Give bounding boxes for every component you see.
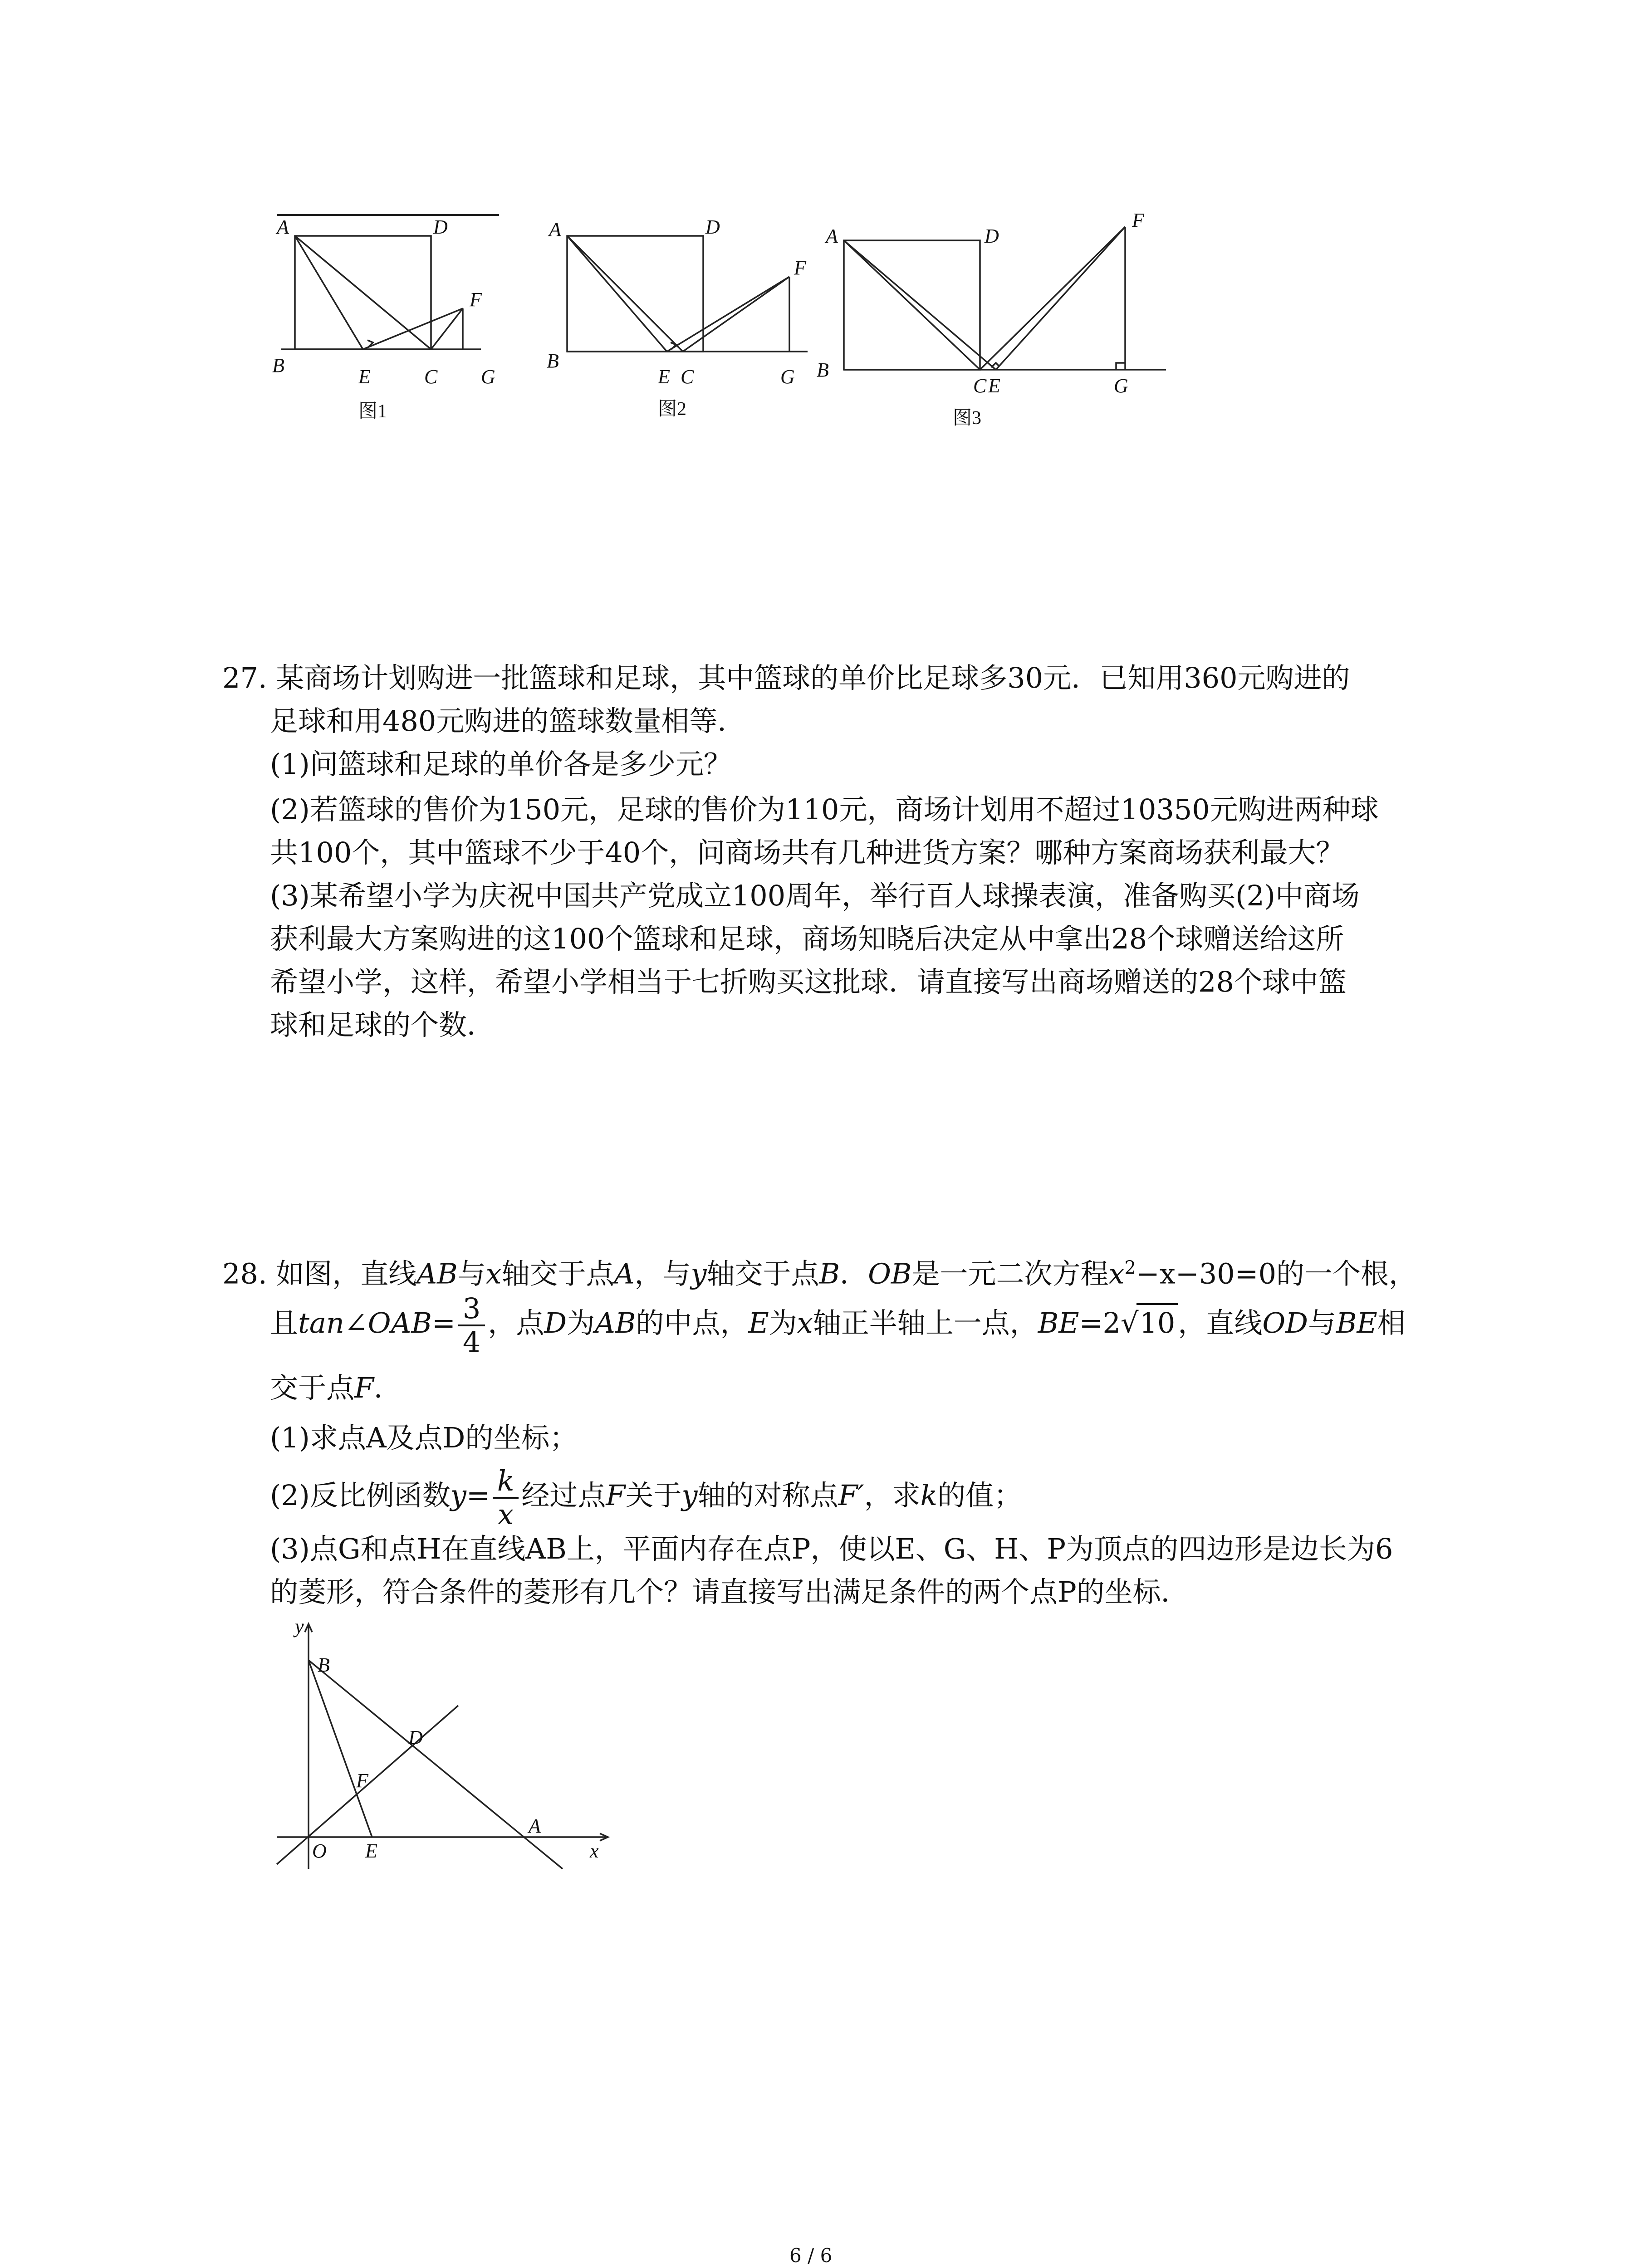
q27-line-8: 希望小学，这样，希望小学相当于七折购买这批球．请直接写出商场赠送的28个球中篮 — [270, 965, 1347, 998]
figure-3-caption: 图3 — [953, 408, 982, 429]
label-G: G — [780, 366, 795, 388]
figure-1-caption: 图1 — [358, 401, 387, 422]
figure-1 — [268, 209, 513, 445]
q27-line-2: 足球和用480元购进的篮球数量相等． — [270, 704, 746, 738]
q27-line-4: (2)若篮球的售价为150元，足球的售价为110元，商场计划用不超过10350元购进两种球 — [270, 793, 1379, 826]
page-number: 6 / 6 — [789, 2244, 833, 2267]
label-E: E — [358, 366, 371, 388]
q27-line-5: 共100个，其中篮球不少于40个，问商场共有几种进货方案？哪种方案商场获利最大？ — [270, 836, 1344, 869]
label-E: E — [658, 366, 670, 388]
label-C: C — [973, 375, 987, 397]
label-G: G — [1114, 375, 1128, 397]
fraction-3-4: $\frac{3}{4}$ — [458, 1293, 485, 1358]
label-C: C — [424, 366, 438, 388]
figure-3 — [817, 209, 1180, 445]
q27-line-9: 球和足球的个数． — [270, 1008, 495, 1041]
q28-line-6: (3)点G和点H在直线AB上，平面内存在点P，使以E、G、H、P为顶点的四边形是边长为6 — [270, 1532, 1393, 1565]
q28-line-5: (2)反比例函数y= $\frac{k}{x}$ 经过点F关于y轴的对称点F′，求k的值； — [270, 1464, 1022, 1531]
label-B: B — [547, 350, 559, 372]
q27-line-7: 获利最大方案购进的这100个篮球和足球，商场知晓后决定从中拿出28个球赠送给这所 — [270, 922, 1344, 955]
label-A: A — [529, 1815, 541, 1837]
q28-line-2: 且tan∠OAB= $\frac{3}{4}$ ，点D为AB的中点，E为x轴正半轴上一点，BE=2√10，直线OD与BE相 — [270, 1292, 1406, 1359]
label-C: C — [681, 366, 694, 388]
q28-line-4: (1)求点A及点D的坐标； — [270, 1421, 578, 1454]
figure-2-caption: 图2 — [658, 399, 687, 420]
label-E: E — [988, 375, 1000, 397]
label-G: G — [481, 366, 495, 388]
q27-line-6: (3)某希望小学为庆祝中国共产党成立100周年，举行百人球操表演，准备购买(2)中商场 — [270, 879, 1360, 912]
q28-graph — [272, 1615, 626, 1878]
label-E: E — [365, 1840, 377, 1862]
label-D: D — [408, 1726, 423, 1749]
q28-line-7: 的菱形，符合条件的菱形有几个？请直接写出满足条件的两个点P的坐标． — [270, 1575, 1189, 1608]
q27-line-3: (1)问篮球和足球的单价各是多少元？ — [270, 748, 732, 781]
q28-line-1: 28. 如图，直线AB与x轴交于点A，与y轴交于点B．OB是一元二次方程$x^2-x-30=0$的一个根， — [222, 1257, 1417, 1290]
label-B: B — [272, 354, 284, 376]
figure-2 — [544, 213, 808, 440]
sqrt-icon: √ — [1120, 1306, 1139, 1340]
label-D: D — [433, 216, 448, 238]
label-F: F — [470, 288, 482, 311]
label-F: F — [794, 257, 806, 279]
label-D: D — [705, 216, 720, 238]
label-F: F — [1132, 209, 1144, 231]
label-O: O — [312, 1840, 327, 1862]
label-D: D — [985, 225, 999, 247]
axis-y-label: y — [295, 1615, 304, 1637]
label-A: A — [277, 216, 289, 238]
label-B: B — [817, 359, 829, 381]
q27-line-1: 27. 某商场计划购进一批篮球和足球，其中篮球的单价比足球多30元．已知用360元购进的 — [222, 661, 1350, 694]
label-A: A — [549, 218, 561, 240]
axis-x-label: x — [590, 1840, 599, 1862]
label-F: F — [356, 1769, 368, 1792]
label-B: B — [318, 1654, 330, 1676]
fraction-k-x: $\frac{k}{x}$ — [493, 1465, 519, 1530]
label-A: A — [826, 225, 838, 247]
q28-line-3: 交于点F． — [270, 1371, 402, 1404]
